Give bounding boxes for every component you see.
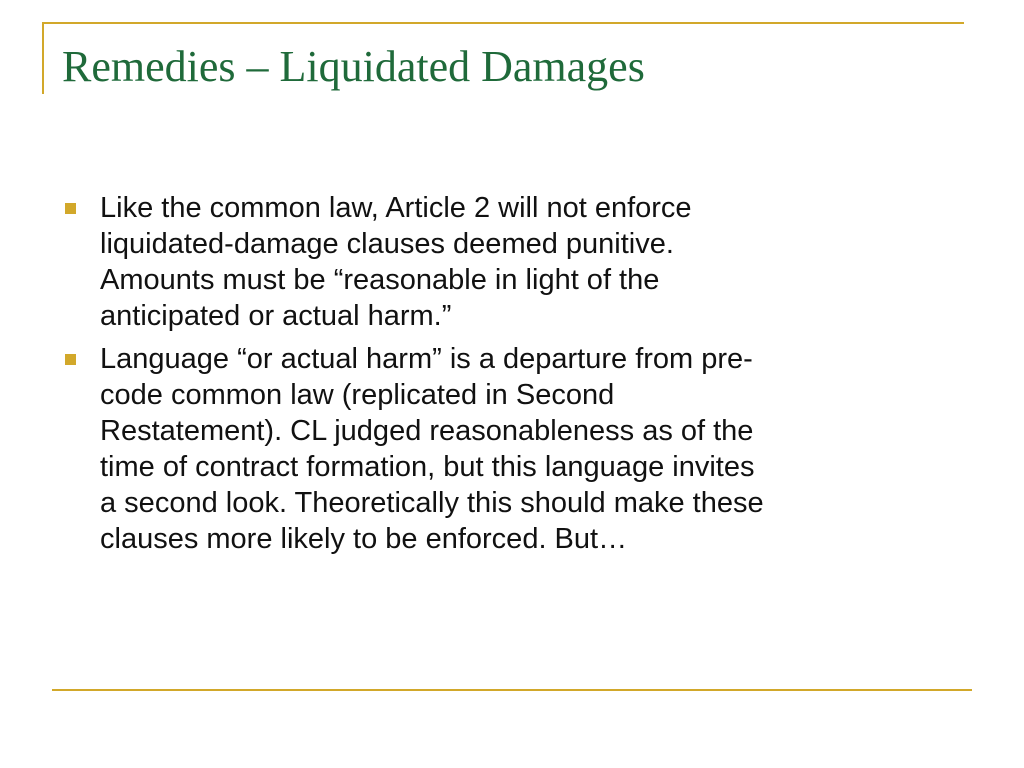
slide-title: Remedies – Liquidated Damages [62, 42, 645, 91]
left-accent-line [42, 22, 44, 94]
bullet-text: Like the common law, Article 2 will not enforce liquidated-damage clauses deemed punitive. Amounts must be “reasonable in light of the anticipated or actual harm.” [100, 192, 692, 332]
bottom-accent-line [52, 689, 972, 691]
bullet-item [62, 341, 962, 557]
bullet-item [62, 190, 962, 334]
square-bullet-icon [65, 354, 76, 365]
top-accent-line [42, 22, 964, 24]
bullet-list [62, 190, 962, 564]
bullet-text: Language “or actual harm” is a departure from pre- code common law (replicated in Second Restatement). CL judged reasonableness as of the time of contract formation, but this language invites a second look. Theoretically this should make these clauses more likely to be enforced. But… [100, 343, 764, 555]
square-bullet-icon [65, 203, 76, 214]
